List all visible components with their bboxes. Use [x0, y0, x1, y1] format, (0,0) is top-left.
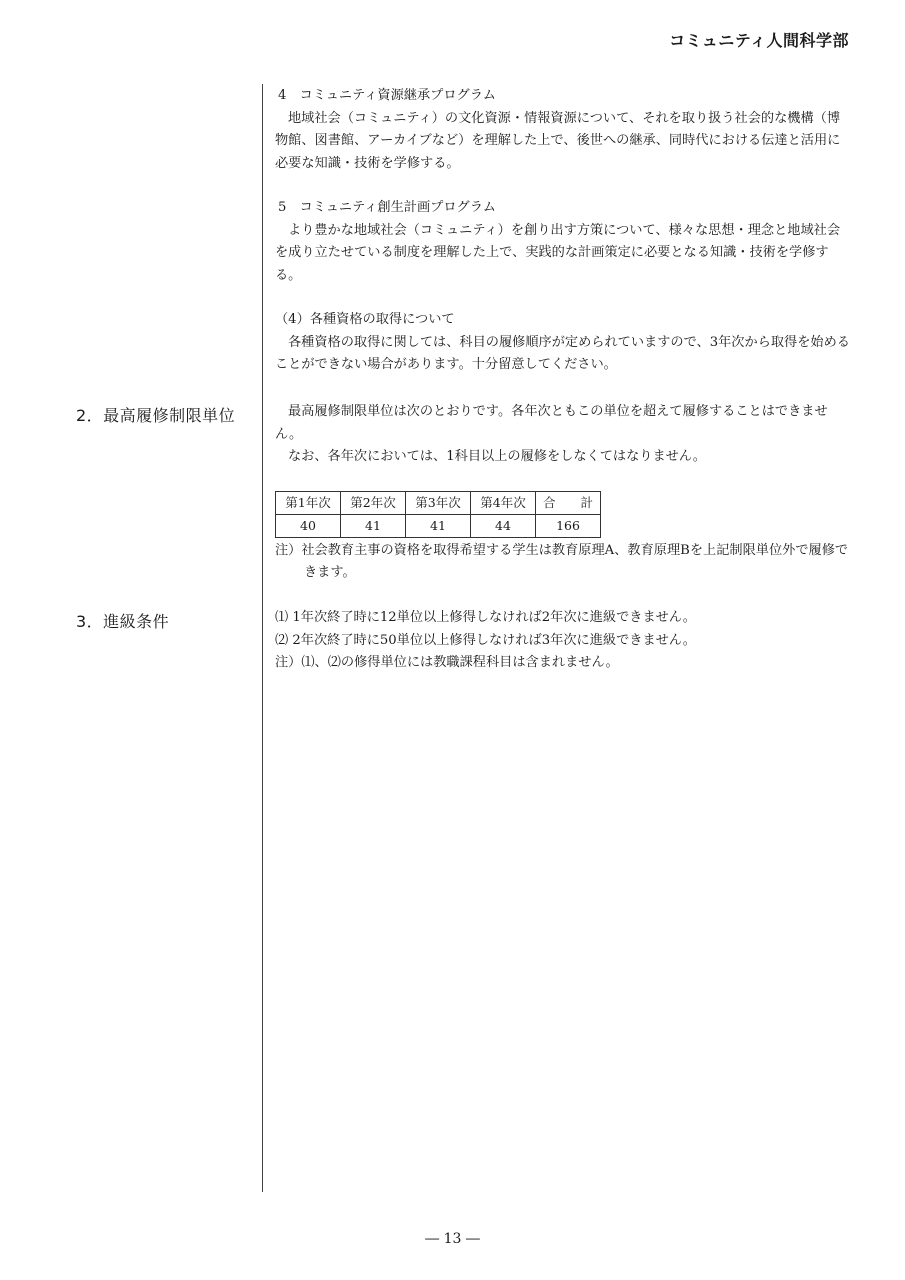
section2-content — [275, 401, 850, 585]
table-header-cell: 合 計 — [536, 491, 601, 514]
table-header-cell: 第4年次 — [471, 491, 536, 514]
table-row — [276, 514, 601, 537]
program5-text: より豊かな地域社会（コミュニティ）を創り出す方策について、様々な思想・理念と地域社会を成り立たせている制度を理解した上で、実践的な計画策定に必要となる知識・技術を学修する。 — [275, 222, 841, 283]
table-cell: 41 — [406, 514, 471, 537]
spacer — [275, 287, 850, 309]
table-cell: 40 — [276, 514, 341, 537]
qualifications-text: 各種資格の取得に関しては、科目の履修順序が定められていますので、3年次から取得を始めることができない場合があります。十分留意してください。 — [275, 334, 850, 372]
spacer — [275, 175, 850, 197]
section3-content — [275, 607, 850, 675]
program5-title: 5 コミュニティ創生計画プログラム — [278, 200, 496, 215]
table-cell: 41 — [341, 514, 406, 537]
table-cell: 44 — [471, 514, 536, 537]
section3-note: 注）⑴、⑵の修得単位には教職課程科目は含まれません。 — [275, 655, 619, 670]
table-header-row — [276, 491, 601, 514]
column-divider — [262, 84, 263, 1192]
credit-limit-table — [275, 491, 601, 538]
qualifications-title: （4）各種資格の取得について — [275, 312, 455, 327]
section3-heading: 3．進級条件 — [76, 612, 170, 631]
section2-para2: なお、各年次においては、1科目以上の履修をしなくてはなりません。 — [288, 449, 706, 464]
table-header-cell: 第1年次 — [276, 491, 341, 514]
section2-para1: 最高履修制限単位は次のとおりです。各年次ともこの単位を超えて履修することはできません。 — [275, 404, 828, 442]
faculty-header: コミュニティ人間科学部 — [669, 31, 849, 50]
program4-title: 4 コミュニティ資源継承プログラム — [278, 88, 496, 103]
spacer — [275, 469, 850, 487]
table-header-cell: 第3年次 — [406, 491, 471, 514]
table-header-cell: 第2年次 — [341, 491, 406, 514]
section2-heading: 2．最高履修制限単位 — [76, 406, 236, 425]
program4-text: 地域社会（コミュニティ）の文化資源・情報資源について、それを取り扱う社会的な機構（博物館、図書館、アーカイブなど）を理解した上で、後世への継承、同時代における伝達と活用に必要な知識・技術を学修する。 — [275, 110, 841, 171]
program-section — [275, 85, 850, 377]
table-cell: 166 — [536, 514, 601, 537]
page-number: ― 13 ― — [425, 1231, 480, 1247]
section2-note: 注）社会教育主事の資格を取得希望する学生は教育原理A、教育原理Bを上記制限単位外で履修できます。 — [275, 542, 849, 580]
section3-item2: ⑵ 2年次終了時に50単位以上修得しなければ3年次に進級できません。 — [275, 632, 696, 648]
section3-item1: ⑴ 1年次終了時に12単位以上修得しなければ2年次に進級できません。 — [275, 610, 696, 625]
